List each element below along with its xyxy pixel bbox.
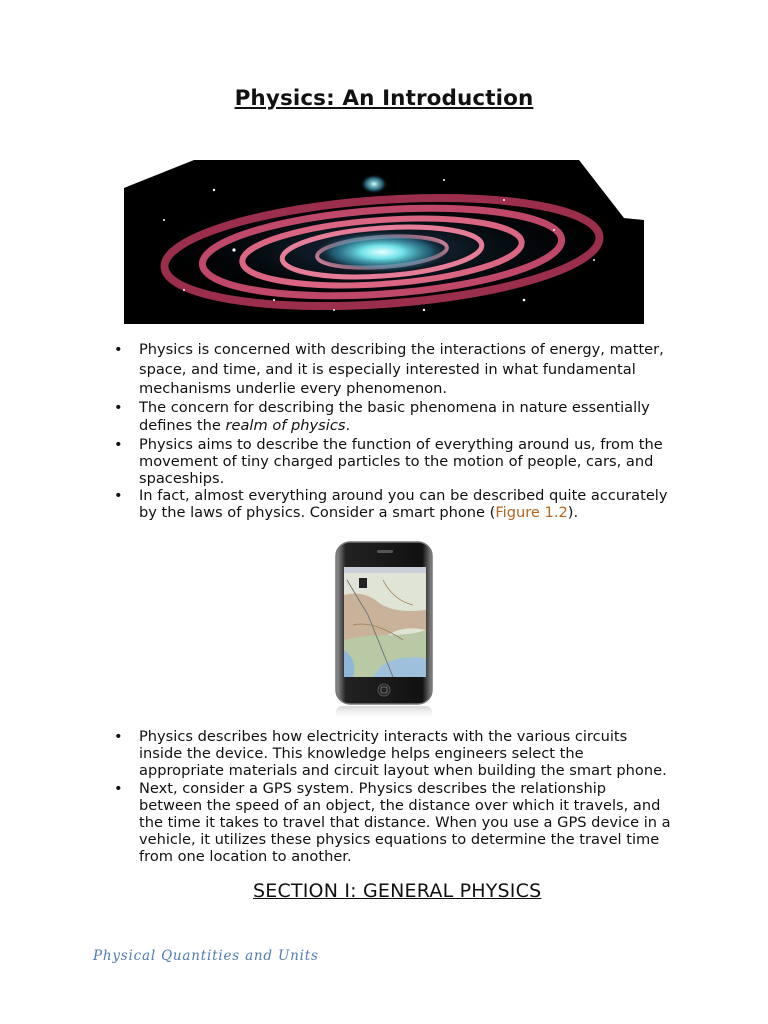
smartphone-image bbox=[333, 540, 437, 720]
realm-of-physics-emphasis: realm of physics bbox=[225, 417, 346, 434]
list-item: • Physics describes how electricity interacts with the various circuits inside the device. This knowledge helps engineers select the appropriate materials and circuit layout when building the smart phone. bbox=[114, 728, 667, 780]
bullet-icon: • bbox=[114, 398, 123, 416]
device-bullet-list bbox=[112, 728, 672, 866]
list-item: • Physics is concerned with describing the interactions of energy, matter, space, and time, and it is especially interested in what fundamental mechanisms underlie every phenomenon. bbox=[114, 341, 664, 397]
list-item: • Next, consider a GPS system. Physics describes the relationship between the speed of an object, the distance over which it travels, and the time it takes to travel that distance. When you use a GPS device in a vehicle, it utilizes these physics equations to determine the travel time from one location to another. bbox=[114, 779, 671, 866]
bullet-icon: • bbox=[114, 728, 123, 745]
bullet-icon: • bbox=[114, 341, 123, 358]
list-item: • The concern for describing the basic phenomena in nature essentially defines the realm of physics. bbox=[114, 398, 650, 434]
section-heading: SECTION I: GENERAL PHYSICS bbox=[253, 880, 542, 902]
document-title: Physics: An Introduction bbox=[234, 86, 534, 111]
galaxy-image bbox=[124, 160, 644, 324]
page-footer: Physical Quantities and Units bbox=[93, 948, 319, 964]
bullet-icon: • bbox=[114, 487, 123, 505]
list-item: • In fact, almost everything around you can be described quite accurately by the laws of physics. Consider a smart phone (Figure 1.2). bbox=[114, 487, 668, 522]
bullet-icon: • bbox=[114, 435, 123, 453]
figure-link[interactable]: Figure 1.2 bbox=[495, 504, 568, 522]
list-item: • Physics aims to describe the function of everything around us, from the movement of tiny charged particles to the motion of people, cars, and spaceships. bbox=[114, 435, 663, 487]
intro-bullet-list bbox=[112, 340, 672, 522]
bullet-icon: • bbox=[114, 779, 123, 797]
